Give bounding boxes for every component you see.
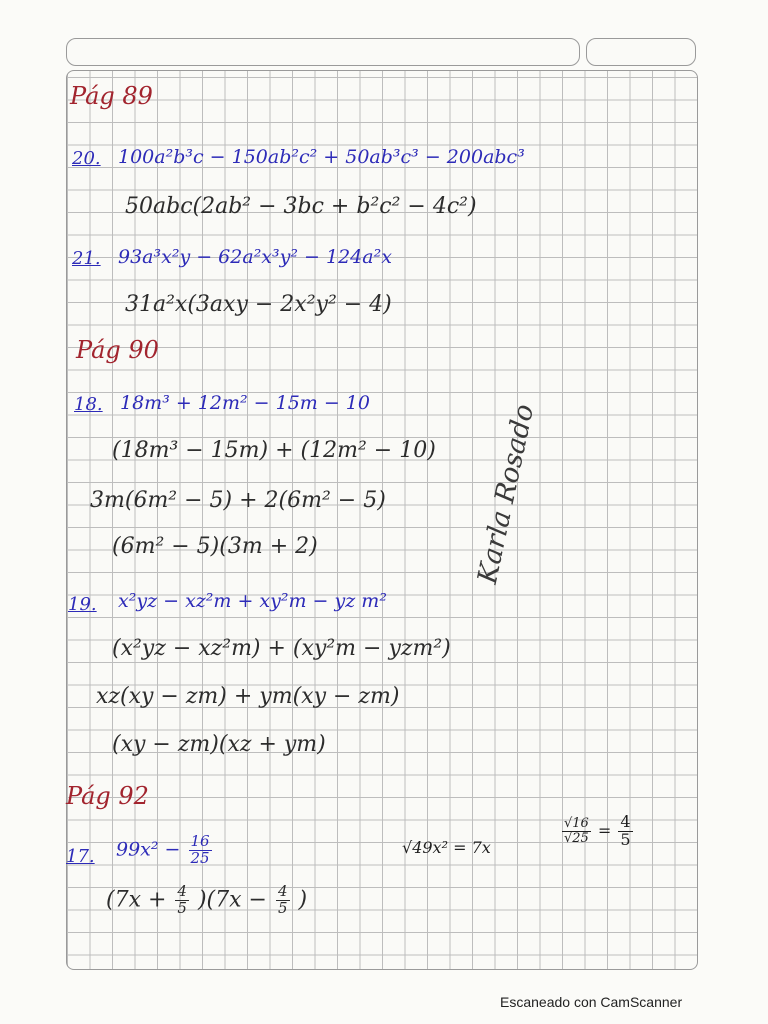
problem-number-17: 17. [66,846,95,867]
problem-17-expression [116,834,214,867]
result-fraction-1 [175,884,189,917]
root-fraction [562,817,591,845]
problem-19-expression: x²yz − xz²m + xy²m − yz m² [118,590,387,612]
scanner-watermark: Escaneado con CamScanner [500,994,683,1010]
result-close: ) [298,887,308,913]
page-heading-89: Pág 89 [70,82,153,110]
root-denominator: √25 [564,830,589,846]
problem-21-expression: 93a³x²y − 62a²x³y² − 124a²x [118,246,392,268]
fraction-2-numerator: 4 [277,882,288,900]
fraction-1-denominator: 5 [177,898,187,917]
problem-20-step-1: 50abc(2ab² − 3bc + b²c² − 4c²) [125,194,477,219]
problem-19-step-3: (xy − zm)(xz + ym) [112,732,326,757]
problem-18-step-2: 3m(6m² − 5) + 2(6m² − 5) [90,488,386,513]
problem-number-20: 20. [72,148,101,169]
problem-18-step-1: (18m³ − 15m) + (12m² − 10) [112,438,436,463]
result-open: (7x + [106,887,167,913]
fraction-numerator: 16 [190,832,210,850]
result-middle: )(7x − [197,887,267,913]
problem-17-expression-lead: 99x² − [116,838,181,861]
result-numerator: 4 [620,812,631,831]
fraction-2-denominator: 5 [277,898,288,917]
problem-18-step-3: (6m² − 5)(3m + 2) [112,534,318,559]
problem-19-step-2: xz(xy − zm) + ym(xy − zm) [96,684,400,709]
problem-number-19: 19. [68,594,97,615]
side-note-sqrt-x: √49x² = 7x [402,838,491,857]
problem-19-step-1: (x²yz − xz²m) + (xy²m − yzm²) [112,636,451,661]
result-fraction [618,814,632,849]
problem-number-18: 18. [74,394,103,415]
root-numerator: √16 [564,816,589,832]
fraction-denominator: 25 [190,848,210,867]
result-denominator: 5 [620,829,631,849]
signature: Karla Rosado [472,401,541,587]
header-field-side [586,38,696,66]
problem-17-fraction [189,834,212,867]
problem-number-21: 21. [72,248,101,269]
problem-17-result [106,884,307,917]
problem-18-expression: 18m³ + 12m² − 15m − 10 [120,392,370,414]
page-heading-92: Pág 92 [66,782,149,810]
page-heading-90: Pág 90 [76,336,159,364]
problem-21-step-1: 31a²x(3axy − 2x²y² − 4) [125,292,392,317]
side-note-sqrt-fraction [560,814,635,849]
result-fraction-2 [276,884,290,917]
problem-20-expression: 100a²b³c − 150ab²c² + 50ab³c³ − 200abc³ [118,146,525,168]
header-field-main [66,38,580,66]
fraction-1-numerator: 4 [177,882,187,900]
equals-sign: = [597,820,612,840]
